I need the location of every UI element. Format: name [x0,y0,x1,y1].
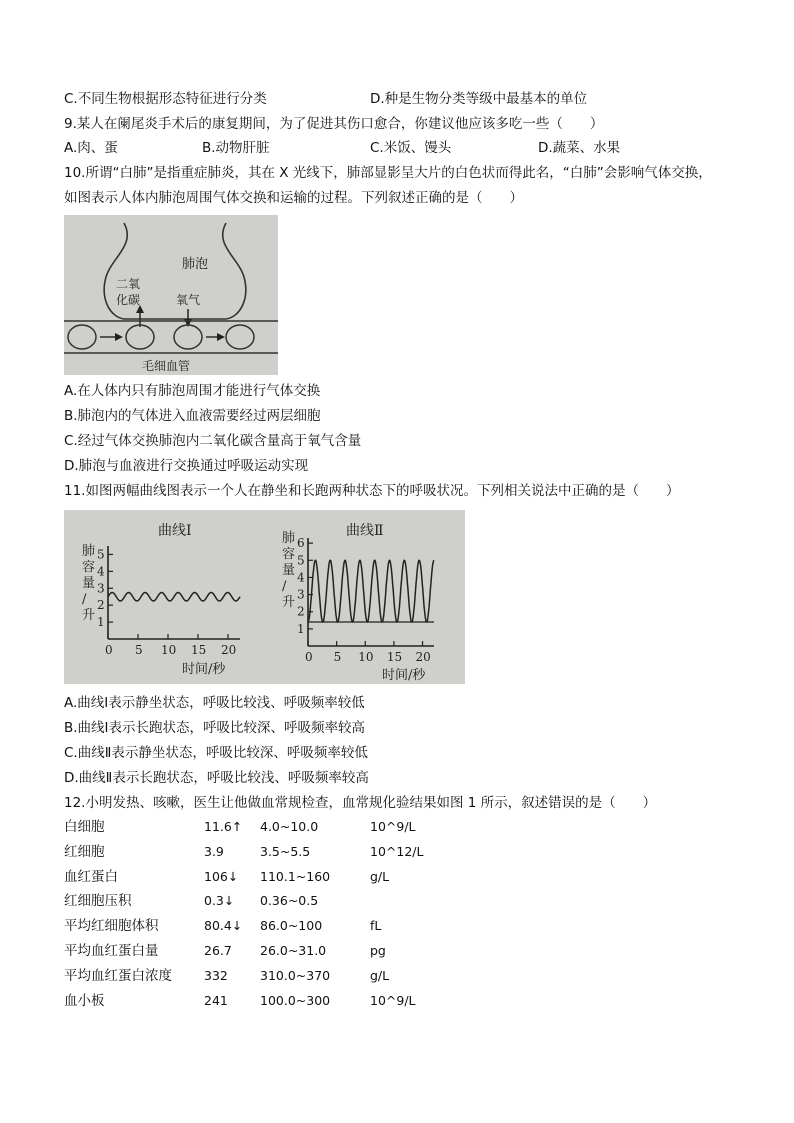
x-tick-label: 5 [135,643,143,657]
chart2-title: 曲线Ⅱ [346,523,384,539]
chart-curve-2 [282,522,434,683]
oxygen-label: 氧气 [176,293,201,307]
co2-label-line2: 化碳 [116,293,141,307]
q9-option-a: A.肉、蛋 [64,140,118,156]
cell-unit: g/L [370,868,390,884]
x-tick-label: 20 [415,650,431,664]
q12-stem: 12.小明发热、咳嗽，医生让他做血常规检查，血常规化验结果如图 1 所示，叙述错误的是（ ） [64,795,657,811]
q11-option-d: D.曲线Ⅱ表示长跑状态，呼吸比较浅、呼吸频率较高 [64,770,369,786]
chart1-xlabel: 时间/秒 [182,662,226,677]
y-tick-label: 4 [97,564,105,579]
x-tick-label: 5 [333,650,342,664]
q11-stem: 11.如图两幅曲线图表示一个人在静坐和长跑两种状态下的呼吸状况。下列相关说法中正确的是（ ） [64,483,680,499]
y-tick-label: 2 [297,604,305,619]
alveolus-label: 肺泡 [182,257,209,272]
x-tick-label: 0 [105,643,113,657]
blood-cell [126,325,154,349]
q9-option-c: C.米饭、馒头 [370,140,452,156]
cell-name: 血红蛋白 [64,868,118,885]
y-tick-label: 3 [97,581,105,596]
series-line [308,560,434,622]
q9-stem: 9.某人在阑尾炎手术后的康复期间，为了促进其伤口愈合，你建议他应该多吃一些（ ） [64,116,604,132]
chart2-ylabel: 肺容量/升 [282,531,296,610]
chart-curve-1 [82,522,240,677]
cell-unit: fL [370,918,382,934]
alveolus-figure [64,215,278,375]
blood-cell [68,325,96,349]
chart1-title: 曲线Ⅰ [158,523,192,539]
y-tick-label: 2 [97,598,105,613]
cell-name: 血小板 [64,992,105,1009]
cell-range: 100.0~300 [260,992,331,1008]
cell-name: 红细胞压积 [64,893,132,910]
q10-stem-line1: 10.所谓“白肺”是指重症肺炎，其在 X 光线下，肺部显影呈大片的白色状而得此名，“白肺”会影响气体交换， [64,165,712,181]
q11-option-b: B.曲线Ⅰ表示长跑状态，呼吸比较深、呼吸频率较高 [64,720,366,736]
x-tick-label: 20 [221,643,237,657]
cell-unit: pg [370,943,386,958]
blood-cell [226,325,254,349]
respiration-charts [64,510,465,684]
x-tick-label: 15 [191,643,207,657]
cell-range: 0.36~0.5 [260,893,319,909]
q10-option-b: B.肺泡内的气体进入血液需要经过两层细胞 [64,408,321,424]
co2-label-line1: 二氧 [116,277,141,291]
cell-name: 白细胞 [64,819,105,835]
cell-value: 106↓ [204,868,239,884]
cell-range: 310.0~370 [260,967,331,983]
cell-unit: 10^12/L [370,843,424,859]
cell-unit: 10^9/L [370,992,416,1008]
cell-name: 平均红细胞体积 [64,918,159,935]
cell-name: 平均血红蛋白量 [64,943,159,959]
blood-cell [174,325,202,349]
y-tick-label: 1 [97,615,105,630]
y-tick-label: 3 [297,587,305,602]
q8-option-c: C.不同生物根据形态特征进行分类 [64,91,267,107]
q11-option-c: C.曲线Ⅱ表示静坐状态，呼吸比较深、呼吸频率较低 [64,745,368,761]
q9-option-d: D.蔬菜、水果 [538,140,621,156]
chart1-ylabel: 肺容量/升 [82,544,96,623]
y-tick-label: 1 [297,621,305,636]
cell-value: 332 [204,967,228,983]
cell-name: 红细胞 [64,843,105,860]
x-tick-label: 10 [161,643,177,657]
q9-option-b: B.动物肝脏 [202,140,270,156]
q10-option-d: D.肺泡与血液进行交换通过呼吸运动实现 [64,458,309,474]
cell-unit: 10^9/L [370,819,416,834]
y-tick-label: 5 [97,547,105,562]
y-tick-label: 5 [297,553,305,568]
flow-arrowhead-icon [217,333,225,341]
q8-option-d: D.种是生物分类等级中最基本的单位 [370,91,588,107]
q10-option-c: C.经过气体交换肺泡内二氧化碳含量高于氧气含量 [64,433,362,449]
q11-option-a: A.曲线Ⅰ表示静坐状态，呼吸比较浅、呼吸频率较低 [64,695,365,711]
y-tick-label: 4 [297,570,305,585]
cell-range: 86.0~100 [260,918,323,934]
cell-range: 26.0~31.0 [260,943,327,958]
cell-value: 26.7 [204,943,232,958]
cell-value: 0.3↓ [204,893,235,909]
x-tick-label: 15 [386,650,403,664]
cell-range: 3.5~5.5 [260,843,311,859]
y-tick-label: 6 [297,536,305,551]
x-tick-label: 0 [305,650,313,664]
cell-value: 80.4↓ [204,918,243,934]
cell-range: 4.0~10.0 [260,819,319,834]
chart2-xlabel: 时间/秒 [382,668,426,683]
cell-unit: g/L [370,967,390,983]
q10-stem-line2: 如图表示人体内肺泡周围气体交换和运输的过程。下列叙述正确的是（ ） [64,190,523,206]
cell-value: 241 [204,992,228,1008]
series-line [108,593,240,601]
capillary-label: 毛细血管 [142,359,191,373]
cell-name: 平均血红蛋白浓度 [64,967,172,984]
flow-arrowhead-icon [115,333,123,341]
cell-value: 3.9 [204,843,224,859]
x-tick-label: 10 [358,650,374,664]
cell-range: 110.1~160 [260,868,331,884]
cell-value: 11.6↑ [204,819,243,834]
q10-option-a: A.在人体内只有肺泡周围才能进行气体交换 [64,383,321,399]
